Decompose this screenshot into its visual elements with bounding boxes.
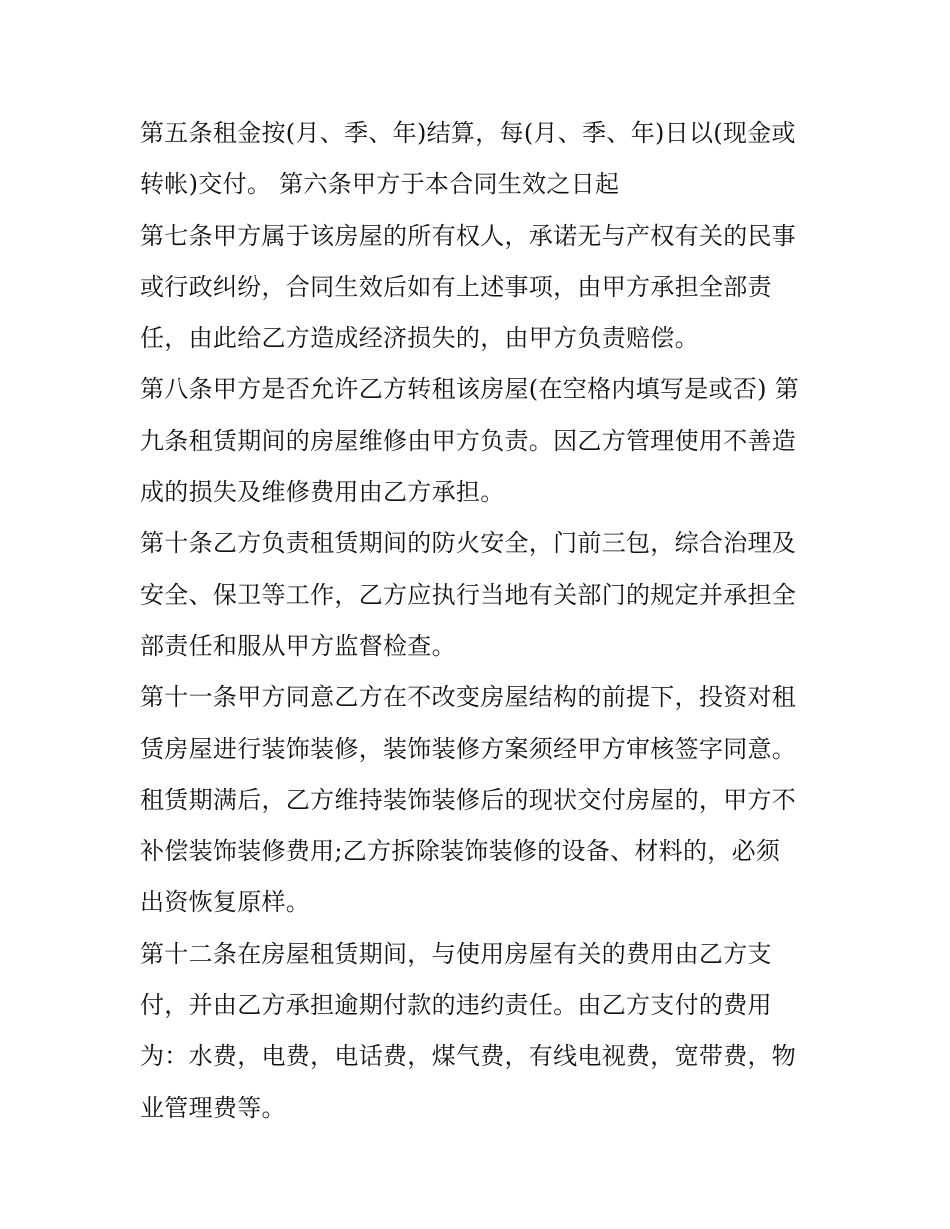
text-line: 安全、保卫等工作，乙方应执行当地有关部门的规定并承担全 — [140, 580, 797, 609]
text-line: 为：水费，电费，电话费，煤气费，有线电视费，宽带费，物 — [140, 1042, 797, 1071]
text-line: 成的损失及维修费用由乙方承担。 — [140, 478, 505, 507]
text-line: 第十二条在房屋租赁期间，与使用房屋有关的费用由乙方支 — [140, 939, 772, 968]
text-line: 第五条租金按(月、季、年)结算，每(月、季、年)日以(现金或 — [140, 119, 796, 147]
text-line: 九条租赁期间的房屋维修由甲方负责。因乙方管理使用不善造 — [140, 426, 797, 455]
text-line: 第十条乙方负责租赁期间的防火安全，门前三包，综合治理及 — [140, 529, 797, 558]
paragraph-article-5-6 — [140, 108, 820, 211]
text-line: 出资恢复原样。 — [140, 888, 311, 917]
paragraph-article-12 — [140, 929, 820, 1134]
text-line: 第七条甲方属于该房屋的所有权人，承诺无与产权有关的民事 — [140, 221, 797, 250]
text-line: 租赁期满后，乙方维持装饰装修后的现状交付房屋的，甲方不 — [140, 785, 797, 814]
paragraph-article-11 — [140, 672, 820, 928]
paragraph-article-8-9 — [140, 364, 820, 518]
text-line: 第八条甲方是否允许乙方转租该房屋(在空格内填写是或否) 第 — [140, 375, 800, 404]
document-body — [140, 108, 820, 1134]
paragraph-article-10 — [140, 518, 820, 672]
text-line: 转帐)交付。 第六条甲方于本合同生效之日起 — [140, 170, 620, 199]
text-line: 业管理费等。 — [140, 1093, 286, 1122]
text-line: 部责任和服从甲方监督检查。 — [140, 631, 456, 660]
text-line: 或行政纠纷，合同生效后如有上述事项，由甲方承担全部责 — [140, 272, 772, 301]
text-line: 第十一条甲方同意乙方在不改变房屋结构的前提下，投资对租 — [140, 683, 797, 712]
text-line: 任，由此给乙方造成经济损失的，由甲方负责赔偿。 — [140, 324, 699, 353]
text-line: 赁房屋进行装饰装修，装饰装修方案须经甲方审核签字同意。 — [140, 734, 797, 763]
text-line: 补偿装饰装修费用;乙方拆除装饰装修的设备、材料的，必须 — [140, 837, 781, 866]
paragraph-article-7 — [140, 211, 820, 365]
text-line: 付，并由乙方承担逾期付款的违约责任。由乙方支付的费用 — [140, 991, 772, 1020]
